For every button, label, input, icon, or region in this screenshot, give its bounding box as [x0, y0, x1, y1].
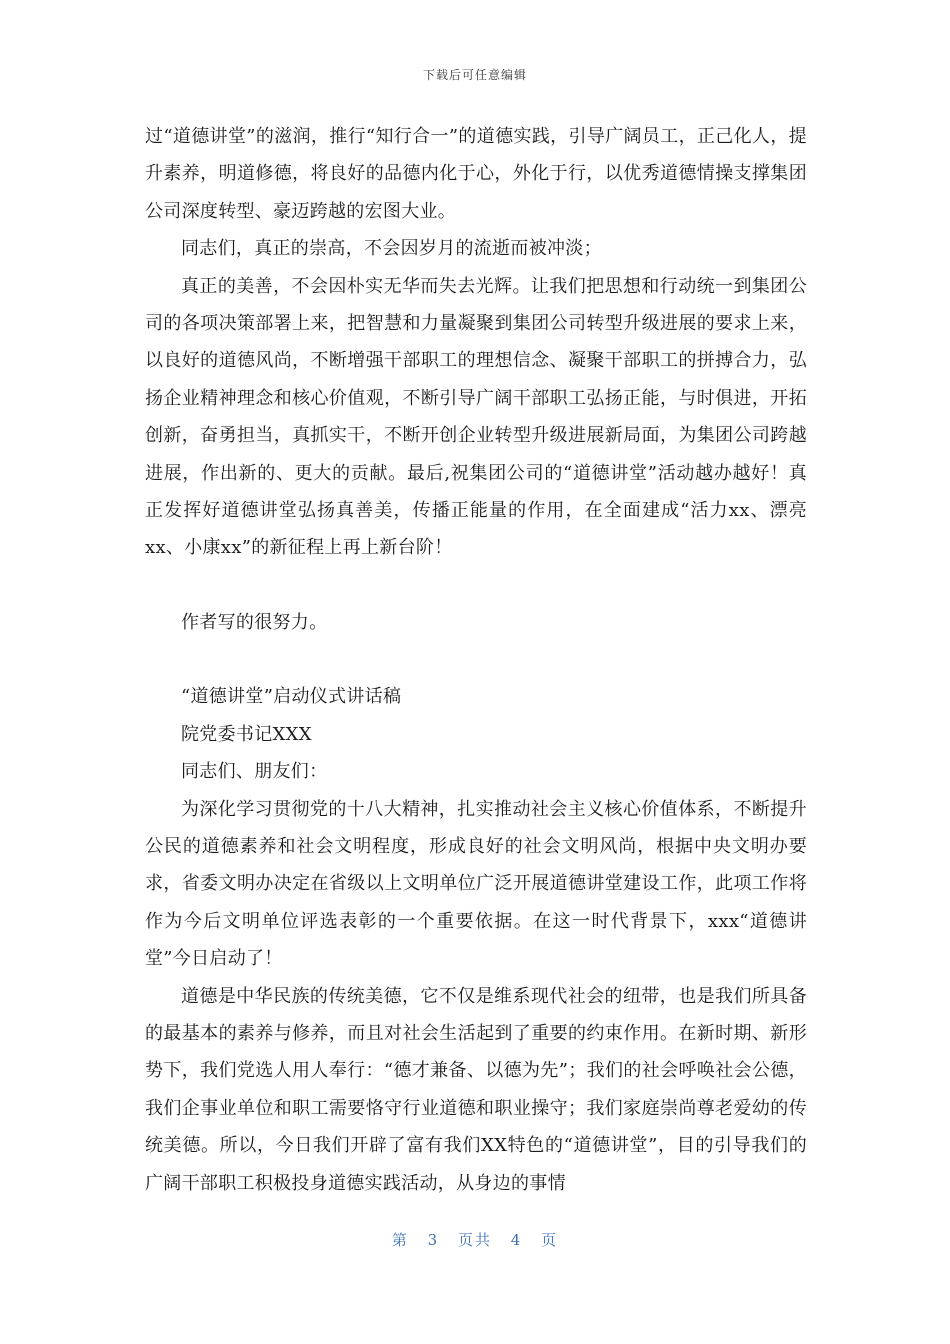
page-number: 第 3 页共 4 页 [391, 1231, 559, 1249]
speech-title: “道德讲堂”启动仪式讲话稿 [181, 686, 402, 708]
speech-paragraph: 为深化学习贯彻党的十八大精神，扎实推动社会主义核心价值体系，不断提升公民的道德素养和社会文明程度，形成良好的社会文明风尚，根据中央文明办要求，省委文明办决定在省级以上文明单位广泛开展道德讲堂建设工作，此项工作将作为今后文明单位评选表彰的一个重要依据。在这一时代背景下，xxx“道德讲堂”今日启动了！ [145, 798, 807, 970]
speech-greeting: 同志们、朋友们： [181, 761, 328, 783]
speech-paragraph: 道德是中华民族的传统美德，它不仅是维系现代社会的纽带，也是我们所具备的最基本的素养与修养，而且对社会生活起到了重要的约束作用。在新时期、新形势下，我们党选人用人奉行：“德才兼备、以德为先”；我们的社会呼唤社会公德，我们企事业单位和职工需要恪守行业道德和职业操守；我们家庭崇尚尊老爱幼的传统美德。所以，今日我们开辟了富有我们XX特色的“道德讲堂”，目的引导我们的广阔干部职工积极投身道德实践活动，从身边的事情 [145, 985, 807, 1194]
paragraph-continuation: 过“道德讲堂”的滋润，推行“知行合一”的道德实践，引导广阔员工，正己化人，提升素养，明道修德，将良好的品德内化于心，外化于行，以优秀道德情操支撑集团公司深度转型、豪迈跨越的宏图大业。 [145, 126, 807, 222]
spacer [145, 567, 807, 604]
author-note: 作者写的很努力。 [181, 611, 328, 633]
document-body [145, 118, 807, 1202]
header-note: 下载后可任意编辑 [422, 68, 527, 82]
speech-speaker: 院党委书记XXX [181, 723, 312, 745]
paragraph-comrades: 同志们，真正的崇高，不会因岁月的流逝而被冲淡； [181, 238, 602, 260]
spacer [145, 641, 807, 678]
paragraph-closing: 真正的美善，不会因朴实无华而失去光辉。让我们把思想和行动统一到集团公司的各项决策部署上来，把智慧和力量凝聚到集团公司转型升级进展的要求上来，以良好的道德风尚，不断增强干部职工的理想信念、凝聚干部职工的拼搏合力，弘扬企业精神理念和核心价值观，不断引导广阔干部职工弘扬正能，与时俱进，开拓创新，奋勇担当，真抓实干，不断开创企业转型升级进展新局面，为集团公司跨越进展，作出新的、更大的贡献。最后,祝集团公司的“道德讲堂”活动越办越好！真正发挥好道德讲堂弘扬真善美，传播正能量的作用，在全面建成“活力xx、漂亮xx、小康xx”的新征程上再上新台阶！ [145, 275, 807, 559]
